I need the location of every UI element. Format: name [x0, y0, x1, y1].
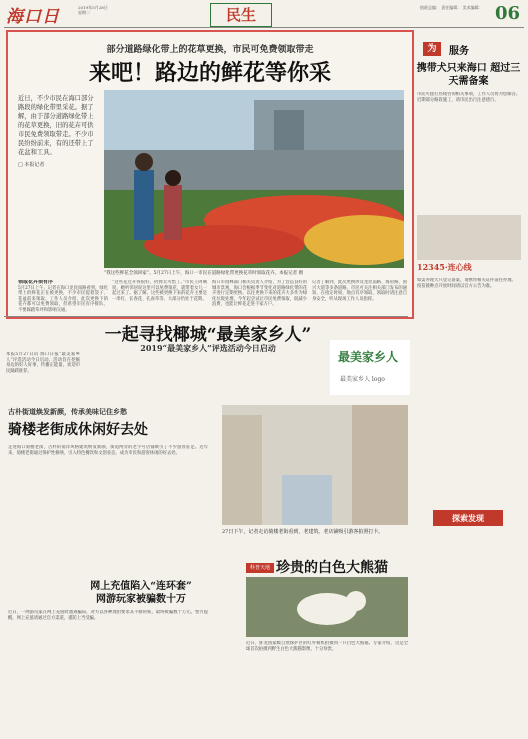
campaign-logo: 最美家乡人 最美家乡人 logo: [330, 340, 410, 395]
feature-story: [6, 30, 414, 319]
issue-date: 2019年5月28日 星期二: [78, 5, 108, 15]
service-badge: 为: [423, 42, 441, 56]
header-rule: [4, 27, 524, 28]
arcade-text: 走进海口骑楼老街，古朴的南洋风格建筑焕发新颜，街道两旁的老字号店铺吸引了不少游客驻足。近年来，骑楼老街通过保护性修缮，引入特色餐饮和文创业态，成为市民和游客休闲的好去处。: [8, 445, 208, 456]
panda-story: [246, 555, 408, 735]
campaign-title: 一起寻找椰城“最美家乡人”: [104, 325, 312, 345]
arcade-title: 骑楼老街成休闲好去处: [8, 422, 148, 438]
feature-column-3: 海口市园林部门相关负责人介绍，为了营造良好的城市景观，海口会根据季节变化对道路绿化带的花卉进行定期更换。以往更换下来的花卉大多作为绿化垃圾处理，今年起尝试让市民免费领取，既减少浪费，也能让鲜花走进千家万户。: [212, 280, 307, 308]
feature-kicker: 部分道路绿化带上的花草更换，市民可免费领取带走: [106, 45, 314, 55]
panda-photo: [246, 577, 408, 637]
feature-column-4: 记者了解到，此次更换涉及龙昆南路、海府路、国兴大道等多条道路。市民可关注相关部门发布的通知，在指定时间、地点有序领取，领取时请注意自身安全，听从现场工作人员指挥。: [312, 280, 407, 302]
feature-column-1: 领取花卉须有序 5月27日上午，记者在海口龙昆南路看到，绿化带上的鲜花正在被更换，不少市民提着袋子、花盆前来领取。工作人员介绍，此次更换下的花卉都可以免费领取，但希望市民有序排队，不要踩踏草坪和影响交通。: [18, 280, 108, 312]
panda-text: 近日，卧龙国家级自然保护区的红外相机拍摄到一只白色大熊猫。专家介绍，这是全球首次拍摄到野生白色大熊猫影像，十分珍贵。: [246, 641, 408, 652]
online-scam-title: 网上充值陷入“连环套” 网游玩家被骗数十万: [90, 581, 192, 605]
feature-photo: [104, 90, 404, 268]
service-photo: [417, 215, 521, 260]
arcade-kicker: 古朴街道焕发新颜，传承美味记住乡愁: [8, 407, 127, 416]
newspaper-logo: 海口日: [6, 7, 60, 27]
online-scam-story: [6, 580, 216, 730]
service-headline: 携带犬只来海口 超过三天需备案: [416, 63, 521, 87]
arcade-photo: [222, 405, 408, 525]
online-scam-text: 近日，一网游玩家在网上充值时遭遇骗局，对方以各种理由要求其不断转账，最终被骗数十万元。警方提醒，网上充值请通过官方渠道，谨防上当受骗。: [8, 610, 208, 621]
feature-photo-caption: “我这些鲜花全领回家”。5月27日上午，海口一市民在道路绿化带更换花草时领取花卉。本报记者 摄: [104, 271, 304, 276]
campaign-subtitle: 2019“最美家乡人”评选活动今日启动: [140, 343, 276, 353]
service-sidebar: [413, 30, 524, 730]
arcade-photo-caption: 27日下午，记者走访骑楼老街看到，老建筑、老店铺吸引游客拍照打卡。: [222, 529, 384, 535]
hotline-title: 12345·连心线: [417, 262, 472, 272]
trivia-label: 探索发现: [433, 510, 503, 526]
feature-intro: 近日，不少市民在海口部分路段的绿化带里采花。据了解，由于部分道路绿化带上的花草更换，旧的花卉可供市民免费领取带走。不少市民纷纷前来，有的还带上了花盆和工具。 □ 本报记者: [18, 94, 98, 170]
page-number: 06: [494, 3, 520, 24]
service-column: 市民可拨打热线咨询相关事项，工作人员将为您解答。 近期部分路段施工，请市民出行注意绕行。: [417, 92, 521, 103]
section-rule: [4, 316, 408, 317]
campaign-column-1: 本报5月27日讯 海口日报“最美家乡人”评选活动今日启动。活动旨在挖掘身边的好人好事，传播正能量，欢迎市民踊跃推荐。: [6, 352, 80, 374]
panda-title: 珍贵的白色大熊猫: [276, 560, 388, 576]
feature-byline: □ 本报记者: [18, 162, 45, 168]
service-title: 服务: [449, 46, 469, 57]
feature-column-2: “这些花还开得很好，扔掉太可惜了。”市民王阿姨说，她听邻居说这里可以免费领花，就带着女儿一起过来了。据了解，这些被更换下来的花卉主要是一串红、长春花、孔雀草等，大部分仍处于花期。: [112, 280, 207, 302]
street-flowers-photo: [104, 90, 404, 268]
science-badge: 科普天地: [246, 563, 274, 573]
hotline-column: 如需办理犬只登记备案，请携带相关证件前往办理。 疫苗接种点开放时间请以官方公告为准。: [417, 278, 516, 289]
feature-headline: 来吧！路边的鲜花等你采: [88, 60, 331, 86]
editors-line: 值班总编： 责任编辑： 美术编辑：: [420, 5, 483, 10]
section-title: 民生: [210, 3, 272, 27]
